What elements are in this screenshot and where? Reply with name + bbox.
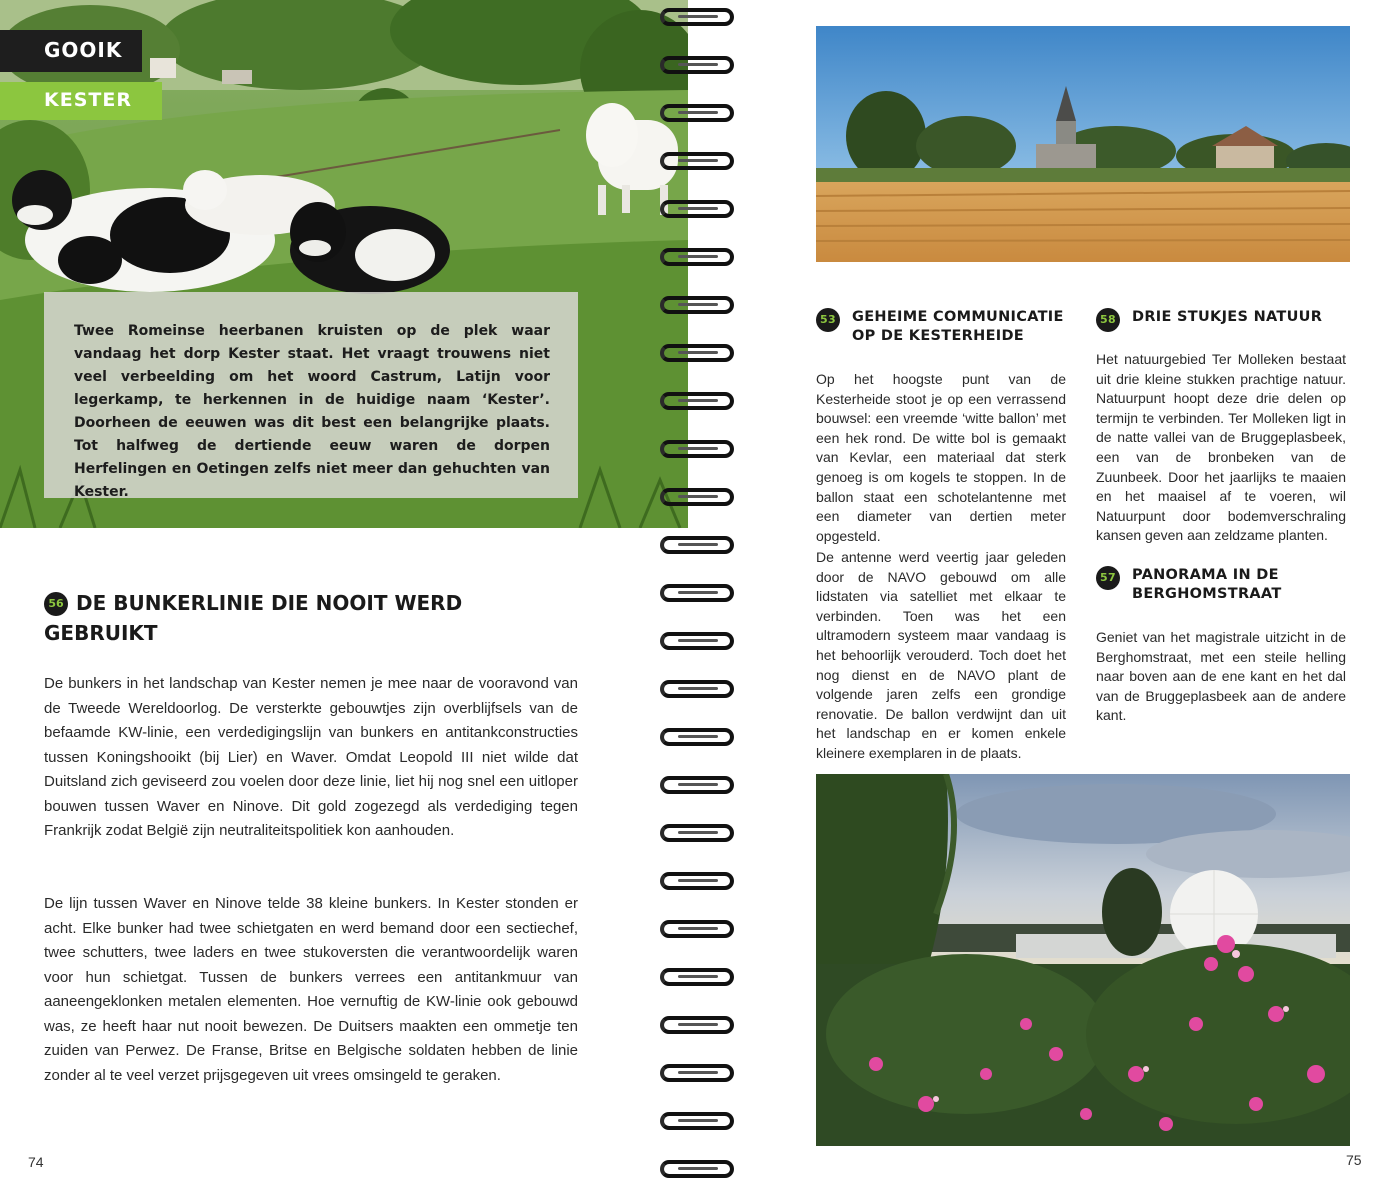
spiral-ring — [660, 1112, 734, 1130]
section-57-title-line2: BERGHOMSTRAAT — [1132, 586, 1282, 602]
spiral-ring — [660, 248, 734, 266]
spiral-ring — [660, 296, 734, 314]
church-field-photo — [816, 26, 1350, 262]
right-page — [740, 0, 1397, 1184]
spiral-ring — [660, 8, 734, 26]
section-57-heading — [1096, 566, 1356, 604]
section-53-title-line1: GEHEIME COMMUNICATIE — [852, 309, 1064, 325]
spiral-ring — [660, 1064, 734, 1082]
section-56-paragraph-2: De lijn tussen Waver en Ninove telde 38 kleine bunkers. In Kester stonden er acht. Elke bunker had twee schietgaten en werd bemand door een sectiechef, twee schutters, twee laders en twee stukoversten die verantwoordelijk waren voor hun schietgat. Tussen de bunkers verrees een antitankmuur van aaneengeklonken metalen elementen. Hoe vernuftig de KW-linie ook gebouwd was, ze heeft haar nut nooit bewezen. De Duitsers maakten een ommetje ten zuiden van Perwez. De Franse, Britse en Belgische soldaten hebben de linie zonder al te veel verzet prijsgegeven uit vrees omsingeld te geraken. — [44, 895, 578, 1084]
section-number-badge: 58 — [1096, 308, 1120, 332]
subregion-tag-kester: KESTER — [0, 82, 162, 120]
section-58-paragraph: Het natuurgebied Ter Molleken bestaat uit drie kleine stukken prachtige natuur. Natuurpunt hoopt deze drie delen op termijn te verbinden. Ter Molleken ligt in de natte vallei van de Bruggeplasbeek, een van de bronbeken van de Zuunbeek. Door het jaarlijks te maaien en het maaisel af te voeren, wil Natuurpunt door bodemverschraling kansen geven aan zeldzame planten. — [1096, 351, 1346, 544]
section-56-paragraph-1: De bunkers in het landschap van Kester nemen je mee naar de vooravond van de Tweede Wereldoorlog. De versterkte gebouwtjes zijn overblijfsels van de befaamde KW-linie, een verdedigingslijn van bunkers en antitankconstructies tussen Koningshooikt (bij Lier) en Waver. Omdat Leopold III niet wilde dat Duitsland zich geviseerd zou voelen door deze linie, liet hij nog snel een uitloper bouwen tussen Waver en Ninove. Dit gold zogezegd als verdediging tegen Frankrijk zodat België zijn neutraliteitspolitiek kon aanhouden. — [44, 675, 578, 839]
left-page — [0, 0, 688, 1184]
section-56-title: DE BUNKERLINIE DIE NOOIT WERD GEBRUIKT — [44, 591, 463, 645]
spiral-ring — [660, 1016, 734, 1034]
spiral-ring — [660, 872, 734, 890]
spiral-ring — [660, 920, 734, 938]
intro-text-box: Twee Romeinse heerbanen kruisten op de plek waar vandaag het dorp Kester staat. Het vraagt trouwens niet veel verbeelding om het woord Castrum, Latijn voor legerkamp, te herkennen in de huidige naam ‘Kester’. Doorheen de eeuwen was dit best een belangrijke plaats. Tot halfweg de dertiende eeuw waren de dorpen Herfelingen en Oetingen zelfs niet meer dan gehuchten van Kester. — [44, 292, 578, 498]
spiral-ring — [660, 680, 734, 698]
section-58-title: DRIE STUKJES NATUUR — [1132, 309, 1323, 325]
spiral-ring — [660, 776, 734, 794]
spiral-ring — [660, 344, 734, 362]
section-53-heading — [816, 308, 1076, 346]
spiral-ring — [660, 536, 734, 554]
spiral-ring — [660, 56, 734, 74]
section-53-paragraph-2: De antenne werd veertig jaar geleden door de NAVO gebouwd om alle lidstaten via satelliet met elkaar te verbinden. Toen was het een ultramodern systeem maar vandaag is het behoorlijk verouderd. Toch doet het nog dienst en de NAVO plant de volgende jaren zelfs een grondige renovatie. De ballon verdwijnt dan uit het landschap en er komen enkele kleinere exemplaren in de plaats. — [816, 549, 1066, 761]
spiral-ring — [660, 104, 734, 122]
spiral-ring — [660, 200, 734, 218]
section-53-paragraph-1: Op het hoogste punt van de Kesterheide stoot je op een verrassend bouwsel: een vreemde ‘witte ballon’ met een hek rond. De witte bol is gemaakt van Kevlar, een materiaal dat sterk genoeg is om kogels te stoppen. In de ballon staat een schotelantenne met een diameter van dertien meter opgesteld. — [816, 371, 1066, 544]
spiral-ring — [660, 728, 734, 746]
section-58-heading — [1096, 308, 1356, 327]
spiral-ring — [660, 392, 734, 410]
section-57-paragraph: Geniet van het magistrale uitzicht in de Berghomstraat, met een steile helling naar boven aan de ene kant en het dal van de Bruggeplasbeek aan de andere kant. — [1096, 629, 1346, 724]
section-number-badge: 56 — [44, 592, 68, 616]
spiral-ring — [660, 152, 734, 170]
spiral-ring — [660, 824, 734, 842]
radome-flowers-illustration — [816, 774, 1350, 1146]
page-number-right: 75 — [1346, 1152, 1362, 1168]
spiral-binding — [654, 0, 740, 1184]
cows-meadow-photo — [0, 0, 688, 528]
church-field-illustration — [816, 26, 1350, 262]
radome-flowers-photo — [816, 774, 1350, 1146]
section-57-title-line1: PANORAMA IN DE — [1132, 567, 1279, 583]
region-tag-gooik: GOOIK — [0, 30, 142, 72]
section-number-badge: 57 — [1096, 566, 1120, 590]
section-56-heading — [44, 588, 564, 648]
spiral-ring — [660, 584, 734, 602]
page-number-left: 74 — [28, 1154, 44, 1170]
spiral-ring — [660, 488, 734, 506]
section-53-title-line2: OP DE KESTERHEIDE — [852, 328, 1025, 344]
spiral-ring — [660, 968, 734, 986]
section-number-badge: 53 — [816, 308, 840, 332]
spiral-ring — [660, 440, 734, 458]
spiral-ring — [660, 632, 734, 650]
spiral-ring — [660, 1160, 734, 1178]
